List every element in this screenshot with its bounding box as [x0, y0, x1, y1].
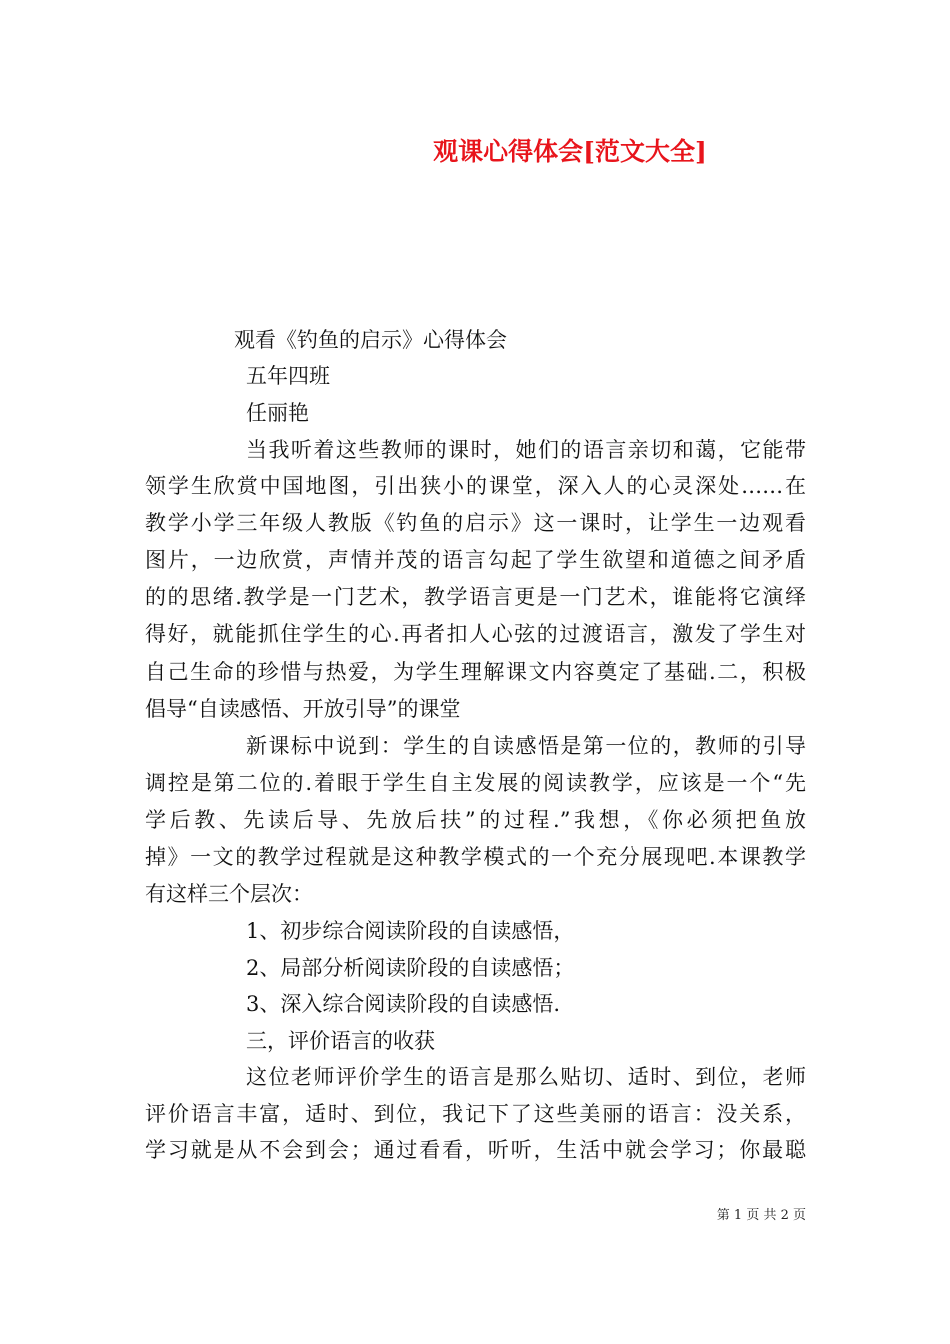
section-heading: 三，评价语言的收获: [246, 1029, 435, 1053]
body-line: 调控是第二位的.着眼于学生自主发展的阅读教学，应该是一个“先: [145, 771, 806, 795]
document-title: 观课心得体会[范文大全]: [433, 137, 707, 166]
body-line: 领学生欣赏中国地图，引出狭小的课堂，深入人的心灵深处……在: [145, 474, 806, 498]
body-line: 学习就是从不会到会；通过看看，听听，生活中就会学习；你最聪: [145, 1138, 806, 1162]
list-item: 2、局部分析阅读阶段的自读感悟；: [246, 956, 575, 980]
body-line: 倡导“自读感悟、开放引导”的课堂: [145, 697, 461, 721]
essay-subtitle: 观看《钓鱼的启示》心得体会: [234, 328, 507, 352]
body-line: 掉》一文的教学过程就是这种教学模式的一个充分展现吧.本课教学: [145, 845, 806, 869]
class-name: 五年四班: [246, 364, 330, 388]
body-line: 当我听着这些教师的课时，她们的语言亲切和蔼，它能带: [246, 438, 806, 462]
body-line: 有这样三个层次：: [145, 882, 313, 906]
body-line: 得好，就能抓住学生的心.再者扣人心弦的过渡语言，激发了学生对: [145, 622, 806, 646]
body-line: 的的思绪.教学是一门艺术，教学语言更是一门艺术，谁能将它演绎: [145, 585, 806, 609]
list-item: 1、初步综合阅读阶段的自读感悟，: [246, 919, 575, 943]
body-line: 新课标中说到：学生的自读感悟是第一位的，教师的引导: [246, 734, 806, 758]
body-line: 这位老师评价学生的语言是那么贴切、适时、到位，老师: [246, 1065, 806, 1089]
body-line: 图片，一边欣赏，声情并茂的语言勾起了学生欲望和道德之间矛盾: [145, 548, 806, 572]
list-item: 3、深入综合阅读阶段的自读感悟.: [246, 992, 561, 1016]
body-line: 教学小学三年级人教版《钓鱼的启示》这一课时，让学生一边观看: [145, 511, 806, 535]
body-line: 评价语言丰富，适时、到位，我记下了这些美丽的语言：没关系，: [145, 1102, 806, 1126]
author-name: 任丽艳: [246, 401, 309, 425]
body-line: 学后教、先读后导、先放后扶”的过程.”我想，《你必须把鱼放: [145, 808, 806, 832]
body-line: 自己生命的珍惜与热爱，为学生理解课文内容奠定了基础.二，积极: [145, 660, 806, 684]
page-number: 第 1 页 共 2 页: [716, 1208, 806, 1223]
